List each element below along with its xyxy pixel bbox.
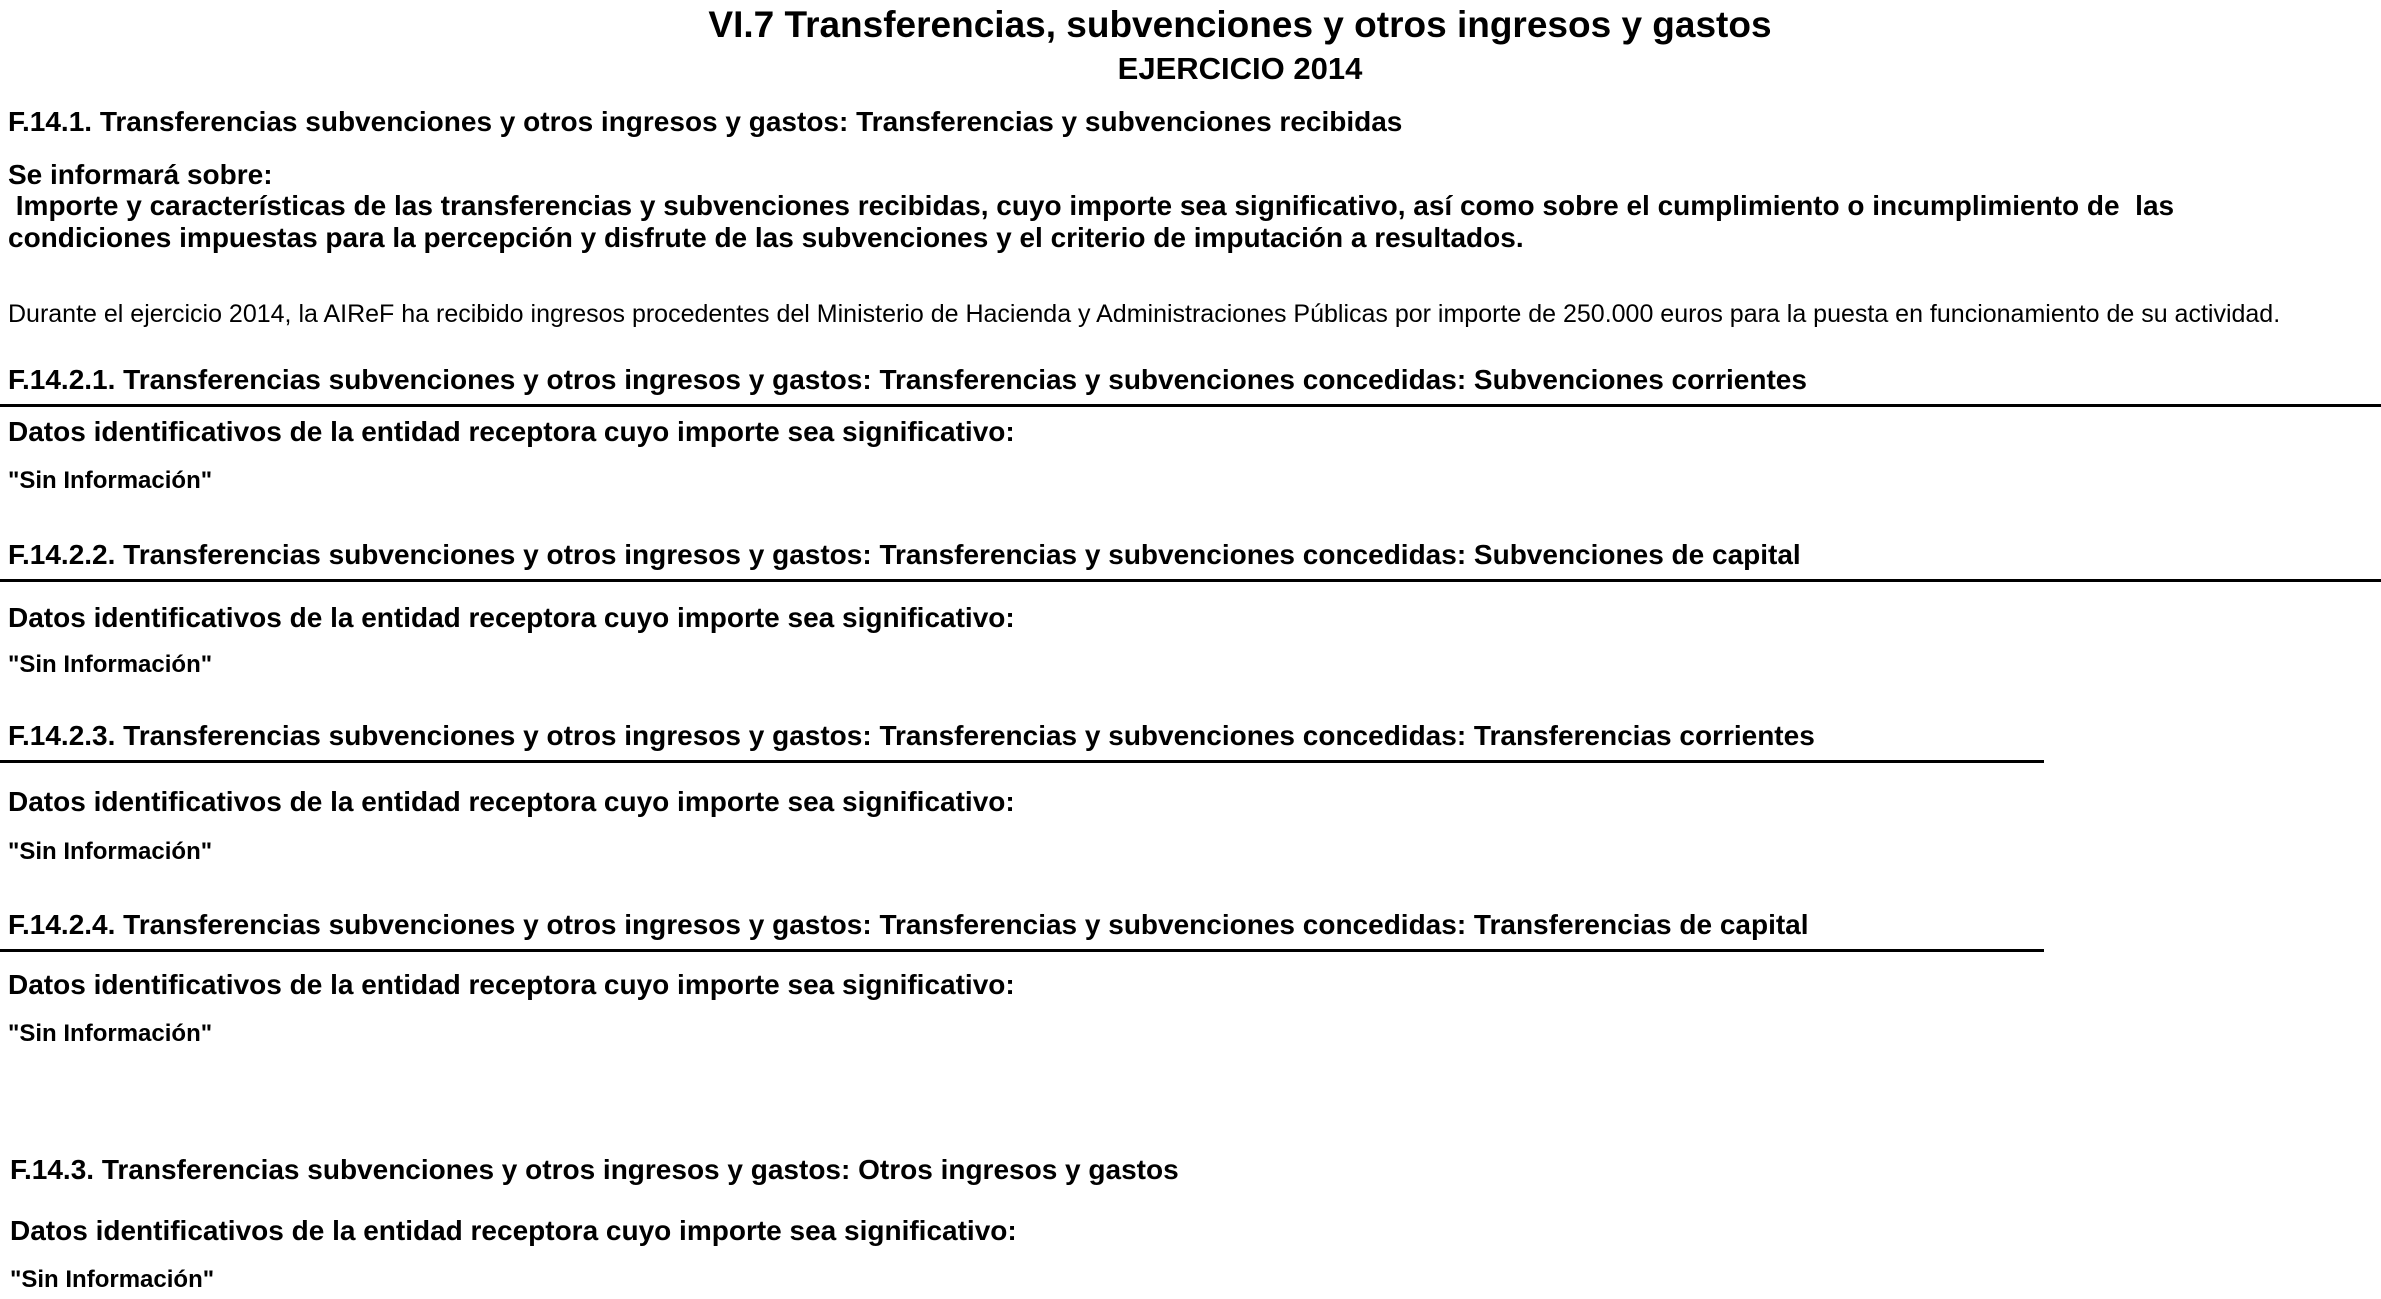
section-heading-14-2-1: F.14.2.1. Transferencias subvenciones y otros ingresos y gastos: Transferencias y subvenciones concedidas: Subvenciones corrientes [8,364,1807,395]
section-divider [0,949,2044,952]
recipient-data-label: Datos identificativos de la entidad receptora cuyo importe sea significativo: [8,786,1015,817]
no-information-note: "Sin Información" [8,838,213,865]
recipient-data-label: Datos identificativos de la entidad receptora cuyo importe sea significativo: [8,416,1015,447]
page-subtitle: EJERCICIO 2014 [1117,51,1363,86]
section-heading-14-2-3: F.14.2.3. Transferencias subvenciones y otros ingresos y gastos: Transferencias y subvenciones concedidas: Transferencias corrientes [8,720,1815,751]
no-information-note: "Sin Información" [8,467,213,494]
section-heading-14-1: F.14.1. Transferencias subvenciones y otros ingresos y gastos: Transferencias y subvenciones recibidas [8,106,1403,137]
recipient-data-label: Datos identificativos de la entidad receptora cuyo importe sea significativo: [8,602,1015,633]
no-information-note: "Sin Información" [8,1020,213,1047]
intro-line-2: condiciones impuestas para la percepción y disfrute de las subvenciones y el criterio de imputación a resultados. [8,222,1524,253]
intro-label: Se informará sobre: [8,159,273,190]
section-divider [0,404,2381,407]
section-divider [0,579,2381,582]
section-heading-14-3: F.14.3. Transferencias subvenciones y otros ingresos y gastos: Otros ingresos y gastos [10,1154,1179,1185]
section-divider [0,760,2044,763]
intro-line-1: Importe y características de las transferencias y subvenciones recibidas, cuyo importe sea significativo, así como sobre el cumplimiento o incumplimiento de las [8,190,2175,221]
no-information-note: "Sin Información" [8,651,213,678]
recipient-data-label: Datos identificativos de la entidad receptora cuyo importe sea significativo: [8,969,1015,1000]
section-body-14-1: Durante el ejercicio 2014, la AIReF ha recibido ingresos procedentes del Ministerio de Hacienda y Administraciones Públicas por importe de 250.000 euros para la puesta en funcionamiento de su actividad. [8,300,2281,328]
section-heading-14-2-2: F.14.2.2. Transferencias subvenciones y otros ingresos y gastos: Transferencias y subvenciones concedidas: Subvenciones de capital [8,539,1801,570]
recipient-data-label: Datos identificativos de la entidad receptora cuyo importe sea significativo: [10,1215,1017,1246]
section-heading-14-2-4: F.14.2.4. Transferencias subvenciones y otros ingresos y gastos: Transferencias y subvenciones concedidas: Transferencias de capital [8,909,1809,940]
page-title: VI.7 Transferencias, subvenciones y otros ingresos y gastos [708,4,1772,45]
no-information-note: "Sin Información" [10,1266,215,1293]
